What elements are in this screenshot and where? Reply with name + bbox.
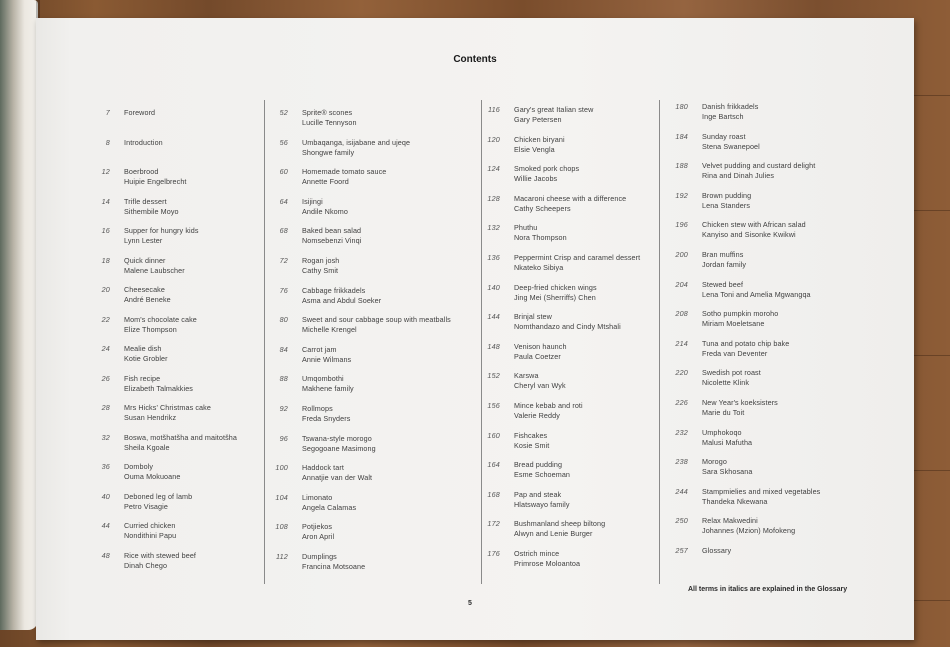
entry-recipe-title: Gary's great Italian stew	[514, 105, 594, 114]
entry-author: Asma and Abdul Soeker	[302, 295, 382, 305]
entry-author: Alwyn and Lenie Burger	[514, 529, 593, 539]
contents-entry	[74, 226, 279, 250]
entry-recipe-title: Limonato	[302, 492, 333, 502]
entry-recipe-title: Domboly	[124, 462, 154, 471]
entry-author: Nora Thompson	[514, 233, 567, 243]
entry-recipe-title: Rogan josh	[302, 256, 340, 265]
entry-page-number: 128	[487, 193, 500, 203]
entry-page-number: 136	[487, 253, 500, 262]
contents-column-4	[652, 102, 862, 568]
entry-page-number: 214	[675, 338, 688, 348]
entry-recipe-title: Mom's chocolate cake	[124, 314, 197, 324]
entry-page-number: 24	[101, 344, 110, 353]
entry-author: Cathy Smit	[302, 266, 339, 275]
entry-recipe-title: Macaroni cheese with a difference	[514, 193, 627, 203]
entry-recipe-title: Bushmanland sheep biltong	[514, 519, 606, 529]
entry-recipe-title: Foreword	[124, 108, 156, 117]
contents-entry	[252, 404, 457, 428]
entry-author: Cathy Scheepers	[514, 203, 571, 213]
entry-author: Petro Visagie	[124, 501, 168, 511]
entry-author: Annie Wilmans	[302, 354, 352, 364]
entry-page-number: 88	[279, 374, 288, 384]
contents-entry	[252, 197, 457, 221]
entry-recipe-title: Boerbrood	[124, 167, 159, 176]
entry-page-number: 184	[675, 131, 688, 141]
entry-page-number: 18	[101, 255, 110, 265]
entry-recipe-title: Cheesecake	[124, 285, 165, 294]
entry-recipe-title: Dumplings	[302, 552, 337, 561]
contents-entry	[652, 487, 857, 511]
contents-entry	[74, 403, 279, 427]
entry-recipe-title: Chicken stew with African salad	[702, 220, 806, 230]
entry-recipe-title: Umphokoqo	[702, 427, 742, 437]
entry-author: Marie du Toit	[702, 408, 745, 417]
contents-entry	[252, 463, 457, 487]
contents-entry	[464, 342, 669, 366]
contents-entry	[464, 194, 669, 218]
contents-entry	[464, 105, 669, 129]
contents-entry	[652, 457, 857, 481]
entry-recipe-title: Supper for hungry kids	[124, 226, 199, 235]
contents-entry	[252, 374, 457, 398]
contents-entry	[652, 428, 857, 452]
entry-author: Annatjie van der Walt	[302, 473, 373, 483]
entry-recipe-title: New Year's koeksisters	[702, 398, 778, 407]
contents-entry	[252, 256, 457, 280]
entry-recipe-title: Boswa, motšhatšha and maitotšha	[124, 432, 237, 442]
entry-page-number: 8	[105, 137, 110, 147]
entry-author: Elizabeth Talmakkies	[124, 383, 193, 393]
entry-recipe-title: Tswana-style morogo	[302, 433, 372, 443]
entry-author: Andile Nkomo	[302, 206, 348, 216]
contents-entry	[74, 551, 279, 575]
entry-author: Nomsebenzi Vinqi	[302, 236, 362, 246]
entry-page-number: 60	[279, 167, 288, 177]
entry-page-number: 52	[279, 108, 288, 117]
entry-page-number: 156	[487, 401, 500, 410]
entry-page-number: 176	[487, 549, 500, 558]
entry-recipe-title: Rice with stewed beef	[124, 550, 197, 560]
contents-entry	[252, 226, 457, 250]
entry-page-number: 48	[101, 550, 110, 560]
entry-recipe-title: Mince kebab and roti	[514, 401, 583, 410]
contents-entry	[74, 374, 279, 398]
contents-column-3	[464, 105, 674, 568]
entry-recipe-title: Baked bean salad	[302, 226, 362, 236]
entry-recipe-title: Mrs Hicks' Christmas cake	[124, 403, 211, 412]
entry-recipe-title: Glossary	[702, 546, 732, 555]
entry-author: Rina and Dinah Julies	[702, 171, 775, 181]
entry-page-number: 188	[675, 161, 688, 171]
entry-recipe-title: Curried chicken	[124, 521, 176, 530]
entry-author: Kosie Smit	[514, 440, 550, 450]
entry-page-number: 148	[487, 341, 500, 351]
contents-entry	[252, 286, 457, 310]
entry-recipe-title: Homemade tomato sauce	[302, 167, 387, 177]
entry-author: Lynn Lester	[124, 236, 163, 245]
entry-author: Freda Snyders	[302, 414, 351, 423]
entry-author: Lucille Tennyson	[302, 118, 357, 127]
entry-recipe-title: Bran muffins	[702, 250, 744, 259]
entry-author: Dinah Chego	[124, 560, 168, 570]
entry-recipe-title: Sweet and sour cabbage soup with meatballs	[302, 315, 451, 325]
entry-recipe-title: Umbaqanga, isijabane and ujeqe	[302, 137, 411, 147]
contents-entry	[652, 102, 857, 126]
entry-page-number: 84	[279, 344, 288, 354]
entry-page-number: 36	[101, 462, 110, 471]
page-number: 5	[468, 600, 472, 607]
entry-author: Michelle Krengel	[302, 325, 357, 335]
contents-entry	[464, 401, 669, 425]
contents-entry	[74, 433, 279, 457]
entry-page-number: 108	[275, 522, 288, 532]
entry-author: Jordan family	[702, 260, 747, 269]
contents-entry	[652, 280, 857, 304]
book-page	[36, 18, 914, 640]
contents-entry	[652, 220, 857, 244]
entry-page-number: 180	[675, 102, 688, 111]
contents-entry	[464, 253, 669, 277]
entry-author: André Beneke	[124, 295, 171, 304]
contents-entry	[74, 138, 279, 162]
entry-recipe-title: Swedish pot roast	[702, 368, 761, 378]
entry-author: Kanyiso and Sisonke Kwikwi	[702, 230, 796, 240]
entry-recipe-title: Venison haunch	[514, 341, 567, 351]
entry-author: Sithembile Moyo	[124, 206, 179, 216]
entry-author: Gary Petersen	[514, 115, 562, 124]
contents-entry	[464, 283, 669, 307]
contents-entry	[252, 167, 457, 191]
entry-recipe-title: Morogo	[702, 457, 727, 467]
entry-recipe-title: Chicken biryani	[514, 134, 565, 144]
entry-author: Nondithini Papu	[124, 531, 177, 540]
entry-page-number: 40	[101, 491, 110, 501]
contents-entry	[252, 434, 457, 458]
contents-entry	[252, 345, 457, 369]
entry-author: Sara Skhosana	[702, 467, 753, 477]
entry-page-number: 132	[487, 223, 500, 233]
entry-recipe-title: Stewed beef	[702, 279, 744, 289]
entry-author: Segogoane Masimong	[302, 443, 376, 453]
entry-page-number: 20	[101, 285, 110, 294]
entry-page-number: 160	[487, 430, 500, 440]
entry-author: Inge Bartsch	[702, 112, 744, 121]
contents-entry	[252, 108, 457, 132]
entry-page-number: 96	[279, 433, 288, 443]
entry-recipe-title: Haddock tart	[302, 463, 344, 473]
entry-author: Cheryl van Wyk	[514, 381, 566, 391]
entry-author: Miriam Moeletsane	[702, 319, 765, 329]
entry-author: Primrose Moloantoa	[514, 559, 581, 568]
contents-entry	[74, 521, 279, 545]
entry-author: Huipie Engelbrecht	[124, 177, 187, 186]
entry-recipe-title: Velvet pudding and custard delight	[702, 161, 816, 171]
entry-author: Malene Laubscher	[124, 265, 185, 275]
entry-page-number: 64	[279, 196, 288, 206]
contents-entry	[464, 223, 669, 247]
entry-author: Kotie Grobler	[124, 354, 168, 363]
entry-page-number: 120	[487, 134, 500, 144]
contents-entry	[74, 285, 279, 309]
contents-entry	[74, 256, 279, 280]
entry-author: Elize Thompson	[124, 324, 177, 334]
entry-author: Lena Standers	[702, 200, 751, 210]
contents-entry	[74, 492, 279, 516]
entry-page-number: 192	[675, 190, 688, 200]
contents-entry	[252, 552, 457, 576]
entry-page-number: 152	[487, 371, 500, 381]
entry-recipe-title: Smoked pork chops	[514, 164, 580, 174]
contents-entry	[464, 549, 669, 573]
entry-author: Elsie Vengla	[514, 144, 555, 154]
entry-recipe-title: Deep-fried chicken wings	[514, 282, 597, 292]
entry-page-number: 200	[675, 250, 688, 259]
contents-entry	[652, 516, 857, 540]
contents-entry	[652, 132, 857, 156]
entry-page-number: 28	[101, 403, 110, 412]
contents-entry	[652, 339, 857, 363]
entry-author: Nkateko Sibiya	[514, 263, 564, 272]
entry-recipe-title: Quick dinner	[124, 255, 166, 265]
entry-page-number: 104	[275, 492, 288, 502]
entry-page-number: 26	[101, 373, 110, 383]
entry-page-number: 14	[101, 196, 110, 206]
entry-page-number: 244	[675, 486, 688, 496]
entry-page-number: 124	[487, 164, 500, 174]
entry-page-number: 168	[487, 489, 500, 499]
entry-page-number: 208	[675, 309, 688, 319]
entry-recipe-title: Carrot jam	[302, 344, 337, 354]
entry-recipe-title: Deboned leg of lamb	[124, 491, 193, 501]
entry-author: Makhene family	[302, 384, 354, 394]
entry-author: Shongwe family	[302, 147, 355, 157]
contents-entry	[464, 519, 669, 543]
contents-entry	[252, 493, 457, 517]
contents-entry	[464, 135, 669, 159]
contents-column-1	[74, 108, 274, 568]
page-title: Contents	[453, 54, 497, 65]
contents-entry	[464, 164, 669, 188]
entry-page-number: 56	[279, 137, 288, 147]
entry-page-number: 220	[675, 368, 688, 378]
entry-author: Jing Mei (Sherriffs) Chen	[514, 292, 596, 302]
contents-entry	[652, 309, 857, 333]
contents-entry	[252, 315, 457, 339]
contents-entry	[652, 191, 857, 215]
entry-recipe-title: Cabbage frikkadels	[302, 285, 366, 295]
contents-entry	[652, 250, 857, 274]
entry-author: Nicolette Klink	[702, 378, 750, 388]
entry-author: Lena Toni and Amelia Mgwangqa	[702, 289, 811, 299]
entry-page-number: 164	[487, 460, 500, 470]
entry-recipe-title: Peppermint Crisp and caramel dessert	[514, 253, 641, 262]
entry-author: Esme Schoeman	[514, 470, 571, 480]
entry-page-number: 204	[675, 279, 688, 289]
entry-page-number: 68	[279, 226, 288, 236]
entry-page-number: 32	[101, 432, 110, 442]
entry-page-number: 226	[675, 398, 688, 407]
entry-recipe-title: Phuthu	[514, 223, 538, 233]
entry-page-number: 144	[487, 312, 500, 322]
contents-entry	[652, 368, 857, 392]
entry-author: Nomthandazo and Cindy Mtshali	[514, 322, 621, 332]
contents-entry	[652, 398, 857, 422]
entry-page-number: 232	[675, 427, 688, 437]
entry-recipe-title: Pap and steak	[514, 489, 562, 499]
entry-page-number: 16	[101, 226, 110, 235]
entry-recipe-title: Brown pudding	[702, 190, 752, 200]
entry-page-number: 250	[675, 516, 688, 526]
entry-recipe-title: Isijingi	[302, 196, 323, 206]
entry-recipe-title: Fishcakes	[514, 430, 548, 440]
contents-entry	[74, 197, 279, 221]
contents-entry	[652, 546, 857, 570]
entry-author: Thandeka Nkewana	[702, 496, 768, 506]
contents-entry	[464, 312, 669, 336]
entry-page-number: 257	[675, 546, 688, 555]
entry-author: Willie Jacobs	[514, 174, 558, 184]
contents-entry	[252, 138, 457, 162]
entry-recipe-title: Rollmops	[302, 404, 333, 413]
entry-page-number: 100	[275, 463, 288, 473]
glossary-note: All terms in italics are explained in the Glossary	[688, 586, 848, 593]
contents-entry	[74, 344, 279, 368]
entry-recipe-title: Introduction	[124, 137, 163, 147]
contents-entry	[252, 522, 457, 546]
entry-recipe-title: Sprite® scones	[302, 108, 353, 117]
entry-recipe-title: Relax Makwedini	[702, 516, 758, 526]
entry-recipe-title: Bread pudding	[514, 460, 563, 470]
entry-page-number: 140	[487, 282, 500, 292]
entry-author: Susan Hendrikz	[124, 413, 177, 422]
contents-entry	[74, 167, 279, 191]
contents-entry	[74, 315, 279, 339]
contents-entry	[74, 108, 279, 132]
facing-page-edge	[0, 0, 38, 630]
entry-author: Sheila Kgoale	[124, 442, 170, 452]
entry-page-number: 12	[101, 167, 110, 176]
entry-page-number: 196	[675, 220, 688, 230]
contents-entry	[464, 431, 669, 455]
contents-entry	[652, 161, 857, 185]
entry-author: Freda van Deventer	[702, 348, 768, 358]
entry-author: Angela Calamas	[302, 502, 357, 512]
entry-author: Johannes (Mzion) Mofokeng	[702, 526, 796, 536]
entry-author: Paula Coetzer	[514, 351, 561, 361]
entry-recipe-title: Karswa	[514, 371, 539, 381]
entry-page-number: 238	[675, 457, 688, 467]
contents-entry	[74, 462, 279, 486]
entry-recipe-title: Fish recipe	[124, 373, 161, 383]
entry-page-number: 112	[275, 552, 288, 561]
entry-recipe-title: Stampmielies and mixed vegetables	[702, 486, 821, 496]
contents-entry	[464, 490, 669, 514]
entry-recipe-title: Sunday roast	[702, 131, 746, 141]
entry-recipe-title: Trifle dessert	[124, 196, 167, 206]
entry-author: Hlatswayo family	[514, 499, 570, 509]
entry-author: Francina Motsoane	[302, 562, 366, 571]
entry-page-number: 72	[279, 256, 288, 265]
entry-author: Valerie Reddy	[514, 411, 560, 420]
entry-page-number: 80	[279, 315, 288, 325]
entry-author: Aron April	[302, 532, 335, 542]
contents-entry	[464, 371, 669, 395]
entry-recipe-title: Mealie dish	[124, 344, 162, 353]
entry-page-number: 92	[279, 404, 288, 413]
entry-author: Ouma Mokuoane	[124, 472, 181, 481]
contents-column-2	[252, 108, 462, 571]
contents-entry	[464, 460, 669, 484]
entry-page-number: 22	[101, 314, 110, 324]
entry-recipe-title: Umqombothi	[302, 374, 344, 384]
entry-recipe-title: Ostrich mince	[514, 549, 560, 558]
entry-recipe-title: Tuna and potato chip bake	[702, 338, 790, 348]
entry-author: Malusi Mafutha	[702, 437, 753, 447]
entry-recipe-title: Sotho pumpkin moroho	[702, 309, 779, 319]
entry-page-number: 116	[487, 105, 500, 114]
entry-author: Stena Swanepoel	[702, 141, 760, 151]
entry-page-number: 76	[279, 285, 288, 295]
entry-author: Annette Foord	[302, 177, 349, 187]
entry-recipe-title: Potjiekos	[302, 522, 333, 532]
entry-recipe-title: Danish frikkadels	[702, 102, 759, 111]
entry-page-number: 172	[487, 519, 500, 529]
entry-page-number: 7	[105, 108, 110, 117]
entry-recipe-title: Brinjal stew	[514, 312, 552, 322]
entry-page-number: 44	[101, 521, 110, 530]
